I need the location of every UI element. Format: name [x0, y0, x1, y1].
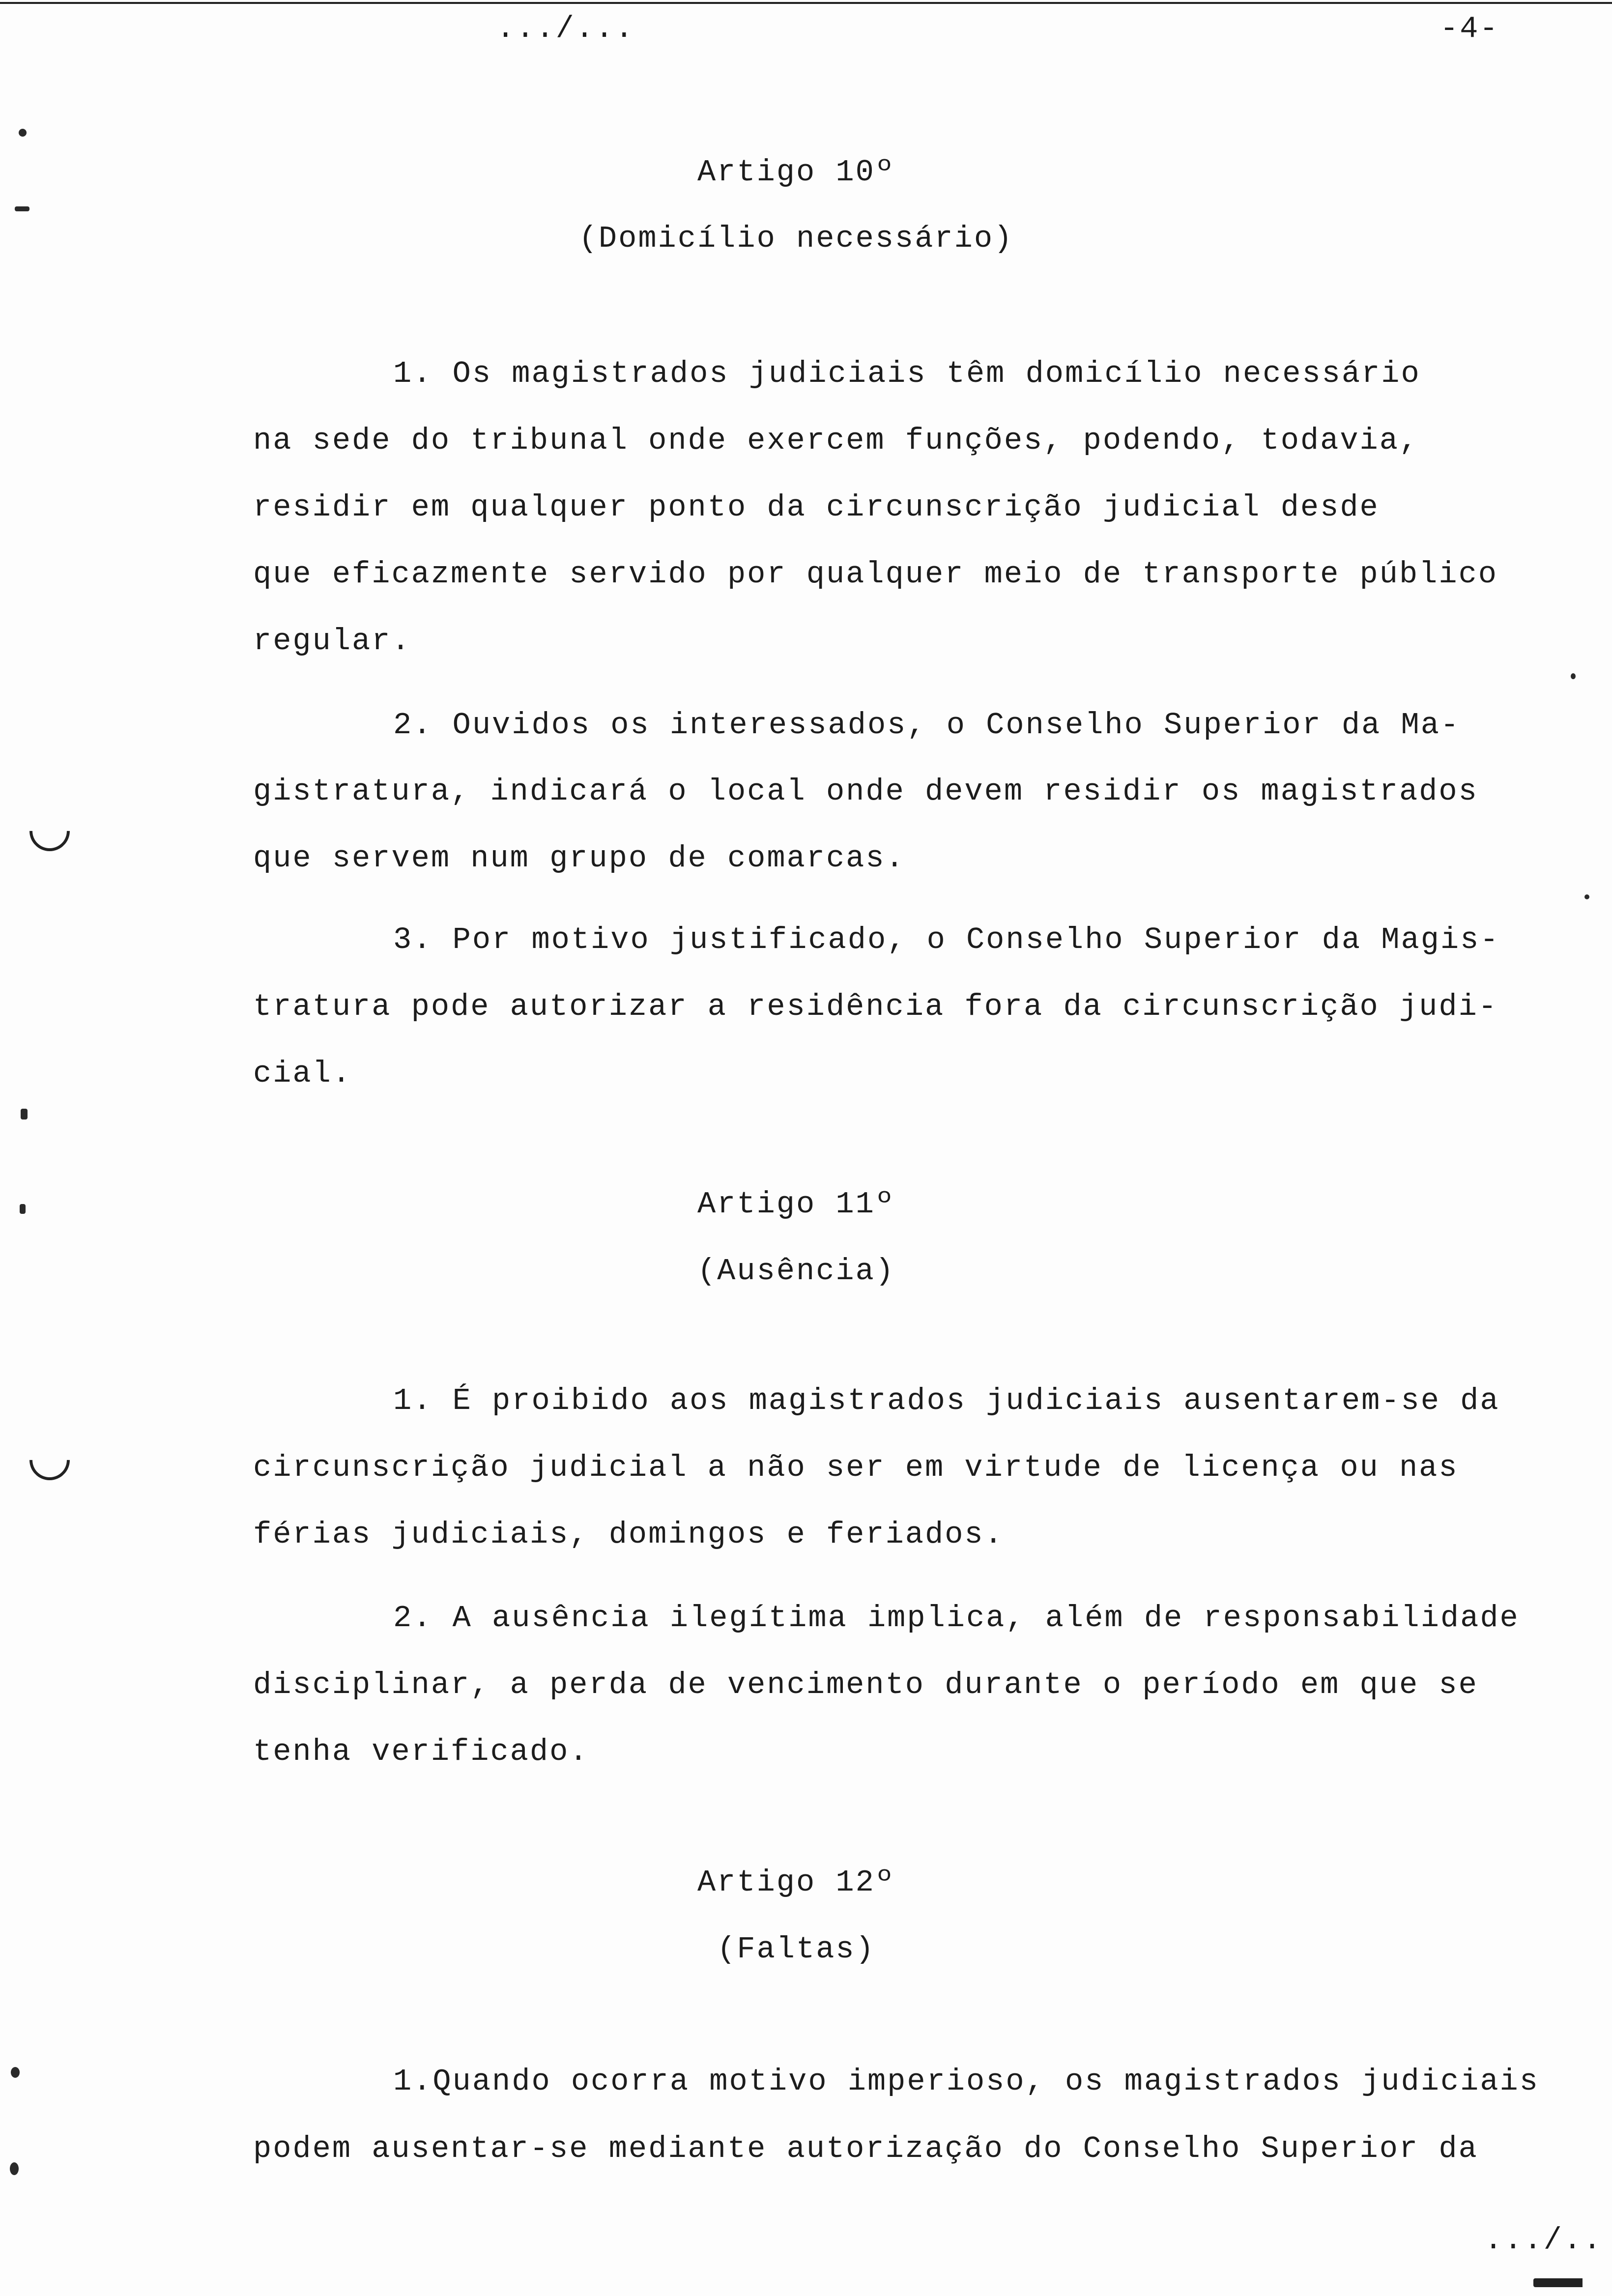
article-12-heading: Artigo 12º: [697, 1865, 895, 1900]
article-10-p1-line4: que eficazmente servido por qualquer meio de transporte público: [253, 557, 1498, 592]
punch-hole-mark: [21, 1432, 78, 1489]
punch-hole-mark: [21, 803, 78, 860]
article-11-p1-line2: circunscrição judicial a não ser em virtude de licença ou nas: [253, 1450, 1459, 1485]
continuation-mark-top: .../...: [496, 11, 635, 46]
scan-speck: [11, 2067, 20, 2078]
article-10-p1-line2: na sede do tribunal onde exercem funções, podendo, todavia,: [253, 423, 1419, 458]
continuation-mark-bottom: .../..: [1484, 2223, 1603, 2258]
article-12-p1-line1: 1.Quando ocorra motivo imperioso, os magistrados judiciais: [393, 2064, 1539, 2099]
article-11-subtitle: (Ausência): [697, 1254, 895, 1289]
article-10-p1-line3: residir em qualquer ponto da circunscrição judicial desde: [253, 490, 1380, 525]
article-10-p2-line3: que servem num grupo de comarcas.: [253, 841, 905, 876]
scan-artifact-bar: [1533, 2278, 1583, 2287]
article-10-p2-line1: 2. Ouvidos os interessados, o Conselho Superior da Ma-: [393, 708, 1461, 743]
article-10-heading: Artigo 10º: [697, 155, 895, 190]
article-12-subtitle: (Faltas): [717, 1932, 875, 1967]
article-11-p2-line1: 2. A ausência ilegítima implica, além de responsabilidade: [393, 1601, 1520, 1636]
article-11-p1-line1: 1. É proibido aos magistrados judiciais ausentarem-se da: [393, 1383, 1500, 1418]
article-10-p3-line1: 3. Por motivo justificado, o Conselho Superior da Magis-: [393, 922, 1500, 957]
top-border-line: [0, 2, 1612, 4]
article-10-p1-line1: 1. Os magistrados judiciais têm domicílio necessário: [393, 356, 1421, 391]
article-11-p2-line3: tenha verificado.: [253, 1734, 589, 1769]
scan-speck: [10, 2162, 19, 2175]
article-11-p2-line2: disciplinar, a perda de vencimento durante o período em que se: [253, 1667, 1478, 1702]
scan-speck: [15, 206, 29, 211]
article-10-p3-line3: cial.: [253, 1056, 352, 1091]
article-10-p2-line2: gistratura, indicará o local onde devem residir os magistrados: [253, 774, 1478, 809]
scan-speck: [19, 129, 27, 137]
article-10-p1-line5: regular.: [253, 624, 411, 659]
article-10-p3-line2: tratura pode autorizar a residência fora da circunscrição judi-: [253, 989, 1498, 1024]
article-12-p1-line2: podem ausentar-se mediante autorização do Conselho Superior da: [253, 2131, 1478, 2166]
scan-speck: [1571, 673, 1576, 679]
scan-speck: [21, 1109, 28, 1119]
article-11-p1-line3: férias judiciais, domingos e feriados.: [253, 1517, 1004, 1552]
scan-speck: [20, 1204, 26, 1214]
page-number: -4-: [1440, 11, 1499, 46]
article-10-subtitle: (Domicílio necessário): [578, 221, 1014, 256]
scan-speck: [1584, 894, 1589, 899]
article-11-heading: Artigo 11º: [697, 1187, 895, 1222]
